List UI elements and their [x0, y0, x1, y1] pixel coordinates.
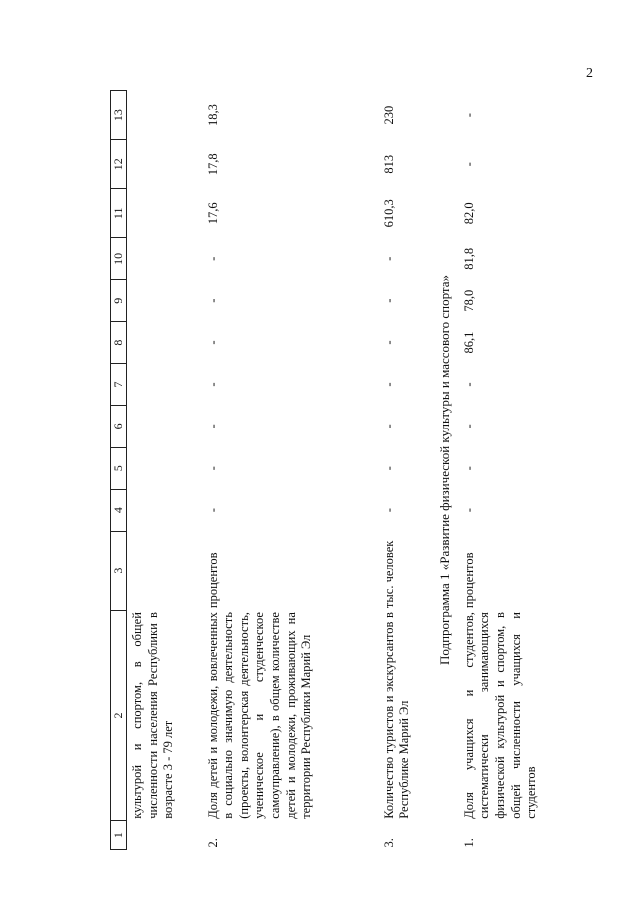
row-number: 2.: [205, 838, 220, 848]
table-row: [127, 91, 203, 850]
subprogram-row: [429, 91, 459, 850]
value-cell: 86,1: [461, 331, 476, 354]
value-cell: -: [205, 382, 220, 387]
unit-cell: [127, 531, 203, 610]
value-cell: 81,8: [461, 247, 476, 270]
value-cell: 610,3: [381, 199, 396, 228]
value-cell: [127, 280, 203, 322]
indicator-text: Доля учащихся и студентов, систематически занимающихся физической культурой и спортом, в общей численности учащихся и студентов: [461, 612, 539, 819]
value-cell: 82,0: [461, 202, 476, 225]
value-cell: [127, 189, 203, 238]
value-cell: [127, 322, 203, 364]
value-cell: -: [461, 466, 476, 471]
value-cell: -: [461, 424, 476, 429]
value-cell: 18,3: [205, 104, 220, 127]
value-cell: -: [205, 424, 220, 429]
value-cell: -: [381, 466, 396, 471]
header-cell: 8: [111, 322, 127, 364]
value-cell: -: [461, 508, 476, 513]
value-cell: -: [205, 298, 220, 303]
header-cell: 11: [111, 189, 127, 238]
header-cell: 3: [111, 531, 127, 610]
value-cell: 17,8: [205, 153, 220, 176]
header-cell: 9: [111, 280, 127, 322]
value-cell: 78,0: [461, 289, 476, 312]
value-cell: -: [205, 466, 220, 471]
header-cell: 4: [111, 489, 127, 531]
subprogram-title: Подпрограмма 1 «Развитие физической культуры и массового спорта»: [436, 274, 452, 666]
value-cell: -: [461, 113, 476, 118]
header-cell: 6: [111, 405, 127, 447]
header-row: [111, 91, 127, 850]
value-cell: [127, 364, 203, 406]
table-row: [203, 91, 379, 850]
header-cell: 2: [111, 610, 127, 821]
row-number: 1.: [461, 838, 476, 848]
indicator-text: культурой и спортом, в общей численности населения Республики в возрасте 3 - 79 лет: [130, 612, 176, 819]
value-cell: -: [205, 508, 220, 513]
value-cell: -: [381, 340, 396, 345]
unit-cell: процентов: [205, 552, 220, 609]
value-cell: -: [205, 256, 220, 261]
value-cell: [127, 238, 203, 280]
header-cell: 10: [111, 238, 127, 280]
value-cell: 813: [381, 154, 396, 174]
value-cell: -: [381, 298, 396, 303]
indicators-table: [110, 90, 543, 850]
header-cell: 5: [111, 447, 127, 489]
value-cell: [127, 91, 203, 140]
unit-cell: тыс. человек: [381, 540, 396, 609]
value-cell: -: [381, 424, 396, 429]
unit-cell: процентов: [461, 552, 476, 609]
header-cell: 13: [111, 91, 127, 140]
value-cell: -: [381, 382, 396, 387]
page-number: 2: [586, 66, 593, 81]
value-cell: [127, 447, 203, 489]
indicator-text: Количество туристов и экскурсантов в Республике Марий Эл: [381, 612, 412, 819]
row-number: 3.: [381, 838, 396, 848]
indicator-text: Доля детей и молодежи, вовлеченных в социально значимую деятельность (проекты, волонтерская деятельность, ученическое и студенческое самоуправление), в общем количестве детей и молодежи, проживающих на территории Республики Марий Эл: [205, 612, 314, 819]
value-cell: 230: [381, 105, 396, 125]
header-cell: 12: [111, 140, 127, 189]
table-row: [459, 91, 543, 850]
value-cell: -: [461, 382, 476, 387]
rotated-table-block: [110, 90, 539, 850]
value-cell: [127, 489, 203, 531]
header-cell: 1: [111, 821, 127, 850]
value-cell: -: [381, 256, 396, 261]
value-cell: -: [381, 508, 396, 513]
value-cell: -: [461, 162, 476, 167]
value-cell: [127, 405, 203, 447]
table-row: [379, 91, 429, 850]
value-cell: [127, 140, 203, 189]
value-cell: -: [205, 340, 220, 345]
row-number: [127, 821, 203, 850]
header-cell: 7: [111, 364, 127, 406]
value-cell: 17,6: [205, 202, 220, 225]
